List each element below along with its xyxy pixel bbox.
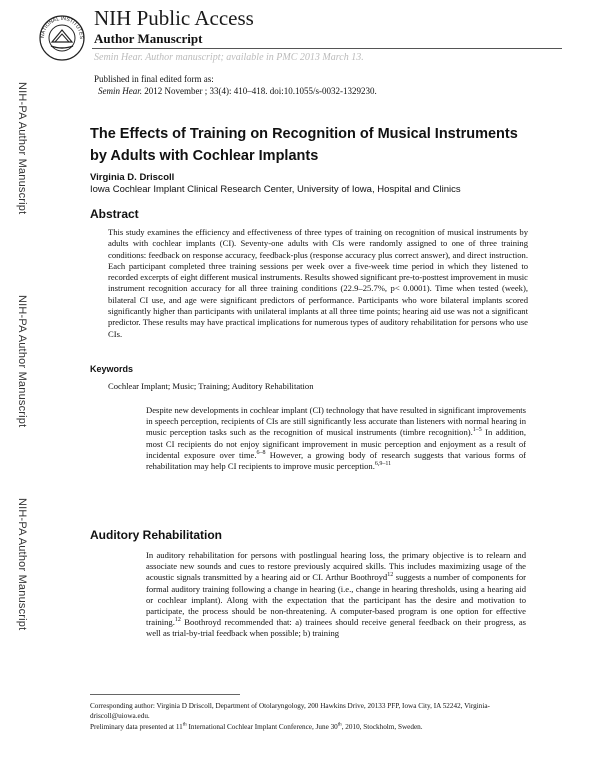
keywords-heading: Keywords: [90, 364, 134, 374]
author-affiliation: Iowa Cochlear Implant Clinical Research Center, University of Iowa, Hospital and Clinics: [90, 184, 461, 195]
publication-info: [94, 73, 377, 97]
sidebar-label: NIH-PA Author Manuscript: [16, 498, 28, 631]
section-text: In auditory rehabilitation for persons with postlingual hearing loss, the primary objective is to relearn and associate new sounds and cues to restore previously acquired skills. This includes maximizing usage of the acoustic signals transmitted by a hearing aid or CI. Arthur Boothroyd: [146, 550, 526, 583]
article-title: The Effects of Training on Recognition of Musical Instruments by Adults with Cochlear Implants: [90, 126, 518, 164]
header-divider: [92, 48, 562, 49]
ordinal-suffix: th: [337, 722, 342, 728]
section-text: suggests a number of components for formal auditory training following a change in hearing (i.e., change in hearing thresholds, using a hearing aid or cochlear implant). Along with the expectation that the participant has the desire and motivation to participate, the process should be non-threatening. A computer-based program is one option for effective training.: [146, 572, 527, 628]
footnotes: [90, 702, 530, 733]
citation-ref: 6–8: [256, 449, 266, 456]
sidebar-label: NIH-PA Author Manuscript: [16, 295, 28, 428]
corresponding-author-note: Corresponding author: Virginia D Driscoll, Department of Otolaryngology, 200 Hawkins Drive, 20133 PFP, Iowa City, IA 52242, Virginia-driscoll@uiowa.edu.: [90, 702, 490, 720]
keywords-text: Cochlear Implant; Music; Training; Auditory Rehabilitation: [108, 381, 314, 391]
footnote-text: , 2010, Stockholm, Sweden.: [341, 723, 423, 732]
sidebar-label: NIH-PA Author Manuscript: [16, 82, 28, 215]
intro-text: Despite new developments in cochlear implant (CI) technology that have resulted in significant improvements in speech perception, recipients of CIs are still significantly less accurate than listeners with normal hearing in music perception tasks such as the recognition of musical instruments (timbre recognition).: [146, 405, 526, 438]
section-text: Boothroyd recommended that: a) trainees should receive general feedback on their progress, as well as trial-by-trial feedback when possible; b) training: [146, 617, 526, 639]
author-manuscript-label: Author Manuscript: [94, 31, 203, 46]
journal-name: Semin Hear.: [98, 86, 142, 96]
footnote-text: International Cochlear Implant Conference, June 30: [186, 723, 338, 732]
ordinal-suffix: th: [182, 722, 187, 728]
section-heading-auditory-rehabilitation: Auditory Rehabilitation: [90, 528, 222, 542]
preliminary-data-note: [90, 723, 530, 733]
nih-public-access-title: NIH Public Access: [94, 6, 254, 30]
nih-logo: [38, 4, 86, 68]
citation-ref: 12: [387, 572, 394, 579]
published-label: Published in final edited form as:: [94, 74, 214, 84]
logo-text: NATIONAL INSTITUTES: [39, 15, 85, 40]
intro-text: In addition, most CI recipients do not enjoy significant improvement in music perception and enjoyment as a result of incidental exposure over time.: [146, 427, 526, 460]
author-name: Virginia D. Driscoll: [90, 172, 175, 183]
intro-text: However, a growing body of research suggests that various forms of rehabilitation may help CI recipients to improve music perception.: [146, 449, 526, 472]
citation-ref: 1–5: [472, 427, 482, 434]
citation-ref: 6,9–11: [374, 461, 392, 468]
journal-citation: [94, 85, 377, 97]
abstract-text: This study examines the efficiency and effectiveness of three types of training on recognition of musical instruments by adults with cochlear implants (CI). Seventy-one adults with CIs were randomly assigned to one of three training conditions: feedback on response accuracy, feedback-plus (response accuracy plus correct answer), and direct instruction. Each participant completed three training sessions per week over a five-week time period in which they listened to recorded excerpts of eight different musical instruments. Results showed significant pre-to-posttest improvement in music instrument recognition accuracy for all three training conditions (22.9–25.7%, p< 0.0001). Time when tested (week), bilateral CI use, and age were significant predictors of performance. Participants who wore bilateral implants scored significantly higher than participants with unilateral implants at all three time points; hearing aid use was not a significant predictor. These results may have practical implications for numerous types of auditory rehabilitation for persons who use CIs.: [108, 227, 528, 339]
footnote-text: Preliminary data presented at 11: [90, 723, 183, 732]
citation-ref: 12: [174, 617, 181, 624]
journal-details: 2012 November ; 33(4): 410–418. doi:10.1055/s-0032-1329230.: [142, 86, 377, 96]
auditory-rehab-paragraph: [146, 550, 526, 640]
abstract-heading: Abstract: [90, 207, 139, 221]
footnote-divider: [90, 694, 240, 695]
header-citation: Semin Hear. Author manuscript; available in PMC 2013 March 13.: [94, 52, 364, 63]
intro-paragraph: [146, 405, 526, 472]
